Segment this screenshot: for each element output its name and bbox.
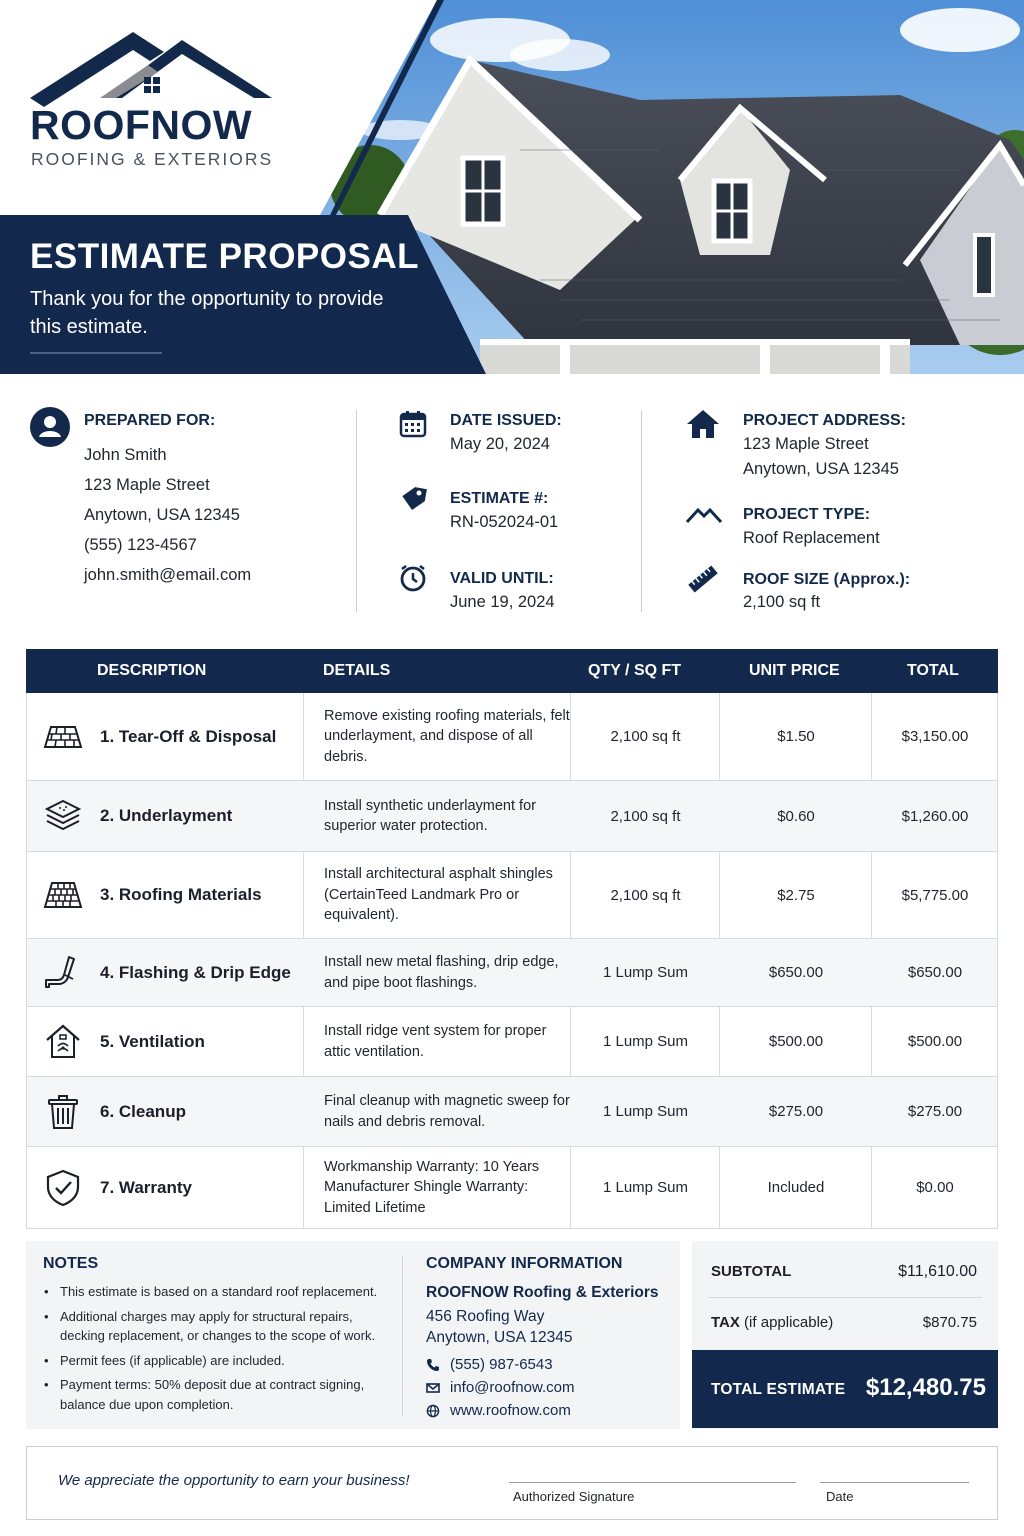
item-unit-price: $500.00 [768, 1033, 824, 1050]
client-name: John Smith [84, 446, 167, 464]
globe-icon [426, 1404, 440, 1418]
column-header: TOTAL [907, 662, 959, 679]
page-subtitle: Thank you for the opportunity to provide this estimate. [30, 288, 384, 338]
clock-icon [398, 563, 428, 593]
table-row [27, 851, 997, 938]
item-description [27, 1147, 304, 1228]
info-divider [356, 410, 357, 612]
tax-row [711, 1314, 977, 1331]
tax-label-bold: TAX [711, 1314, 740, 1331]
company-website[interactable] [426, 1402, 571, 1419]
item-qty: 1 Lump Sum [602, 1103, 689, 1120]
estimate-table [26, 649, 998, 1229]
vent-house-icon [43, 1022, 83, 1062]
project-address-line2: Anytown, USA 12345 [743, 460, 899, 478]
logo-wordmark: ROOFNOW [30, 102, 253, 148]
shingles-icon [43, 875, 83, 915]
item-total: $500.00 [907, 1033, 963, 1050]
item-unit-price: $0.60 [777, 807, 815, 825]
estimate-number-label: ESTIMATE #: [450, 490, 549, 507]
flashing-icon [43, 953, 83, 993]
table-row [27, 1146, 997, 1228]
shingle-grid-icon [43, 717, 83, 757]
item-description [27, 693, 304, 780]
item-qty: 2,100 sq ft [610, 886, 681, 904]
table-row [27, 780, 997, 851]
column-header: QTY / SQ FT [588, 662, 682, 679]
roof-size-value: 2,100 sq ft [743, 593, 821, 611]
item-total: $650.00 [907, 964, 963, 981]
table-body [26, 693, 998, 1229]
item-total: $275.00 [907, 1103, 963, 1120]
table-row [27, 938, 997, 1006]
item-details: Workmanship Warranty: 10 Years Manufacturer Shingle Warranty: Limited Lifetime [324, 1158, 540, 1216]
item-qty: 1 Lump Sum [602, 1179, 689, 1196]
item-name: 1. Tear-Off & Disposal [100, 726, 277, 746]
info-divider [641, 410, 642, 612]
item-details: Remove existing roofing materials, felt underlayment, and dispose of all debris. [324, 707, 570, 765]
user-icon [30, 407, 70, 447]
column-header: DESCRIPTION [97, 662, 207, 679]
client-street: 123 Maple Street [84, 476, 210, 494]
subtotal-value: $11,610.00 [898, 1263, 977, 1280]
date-issued-label: DATE ISSUED: [450, 412, 562, 429]
item-unit-price: Included [767, 1179, 825, 1196]
item-qty: 2,100 sq ft [610, 807, 681, 825]
table-row [27, 1076, 997, 1146]
item-details: Install ridge vent system for proper attic ventilation. [324, 1023, 547, 1060]
header [0, 0, 1024, 374]
client-email: john.smith@email.com [84, 566, 252, 584]
item-description [27, 852, 304, 938]
item-total: $3,150.00 [901, 728, 969, 745]
company-phone[interactable] [426, 1356, 553, 1373]
trash-icon [43, 1092, 83, 1132]
item-name: 5. Ventilation [100, 1031, 205, 1051]
item-details: Final cleanup with magnetic sweep for nails and debris removal. [324, 1093, 570, 1130]
notes-title: NOTES [43, 1255, 99, 1272]
tax-label [711, 1314, 833, 1331]
date-line[interactable] [820, 1482, 969, 1483]
date-label: Date [826, 1489, 854, 1504]
notes-list [43, 1282, 393, 1419]
company-city: Anytown, USA 12345 [426, 1329, 573, 1346]
phone-icon [426, 1358, 440, 1372]
item-name: 3. Roofing Materials [100, 885, 262, 904]
column-header: DETAILS [323, 662, 391, 679]
company-email-text: info@roofnow.com [450, 1379, 575, 1396]
total-estimate-label: TOTAL ESTIMATE [711, 1381, 846, 1398]
total-estimate-box [692, 1350, 998, 1428]
item-description [27, 939, 304, 1006]
prepared-for-label: PREPARED FOR: [84, 412, 216, 429]
note-item: • This estimate is based on a standard roof replacement. [43, 1282, 393, 1302]
note-item: • Additional charges may apply for structural repairs, decking replacement, or changes to the scope of work. [43, 1307, 393, 1346]
company-phone-text: (555) 987-6543 [450, 1356, 553, 1373]
table-row [27, 1006, 997, 1076]
item-unit-price: $650.00 [768, 964, 824, 981]
company-street: 456 Roofing Way [426, 1308, 545, 1325]
totals-divider [708, 1297, 982, 1298]
company-email[interactable] [426, 1379, 574, 1396]
item-name: 4. Flashing & Drip Edge [100, 962, 291, 982]
item-details: Install architectural asphalt shingles (CertainTeed Landmark Pro or equivalent). [324, 866, 553, 924]
item-qty: 1 Lump Sum [602, 964, 689, 981]
item-total: $0.00 [916, 1179, 954, 1196]
item-total: $5,775.00 [901, 886, 969, 904]
signature-label: Authorized Signature [513, 1489, 635, 1504]
table-row [27, 693, 997, 780]
project-address-label: PROJECT ADDRESS: [743, 412, 906, 429]
project-type-value: Roof Replacement [743, 529, 880, 547]
shield-check-icon [43, 1168, 83, 1208]
company-website-text: www.roofnow.com [450, 1402, 571, 1419]
table-header [26, 649, 998, 693]
tax-value: $870.75 [922, 1314, 977, 1331]
item-qty: 1 Lump Sum [602, 1033, 689, 1050]
item-total: $1,260.00 [901, 807, 969, 825]
client-city: Anytown, USA 12345 [84, 506, 240, 524]
subtotal-label: SUBTOTAL [711, 1263, 792, 1280]
date-issued-value: May 20, 2024 [450, 435, 550, 453]
company-name: ROOFNOW Roofing & Exteriors [426, 1284, 659, 1301]
note-item: • Permit fees (if applicable) are included. [43, 1351, 393, 1371]
title-divider [30, 352, 162, 354]
subtotal-row [711, 1263, 977, 1281]
item-qty: 2,100 sq ft [610, 728, 681, 745]
ruler-icon [686, 563, 720, 595]
item-unit-price: $2.75 [777, 886, 815, 904]
home-icon [686, 408, 720, 440]
item-description [27, 1007, 304, 1076]
item-description [27, 1077, 304, 1146]
project-type-label: PROJECT TYPE: [743, 506, 871, 523]
item-name: 7. Warranty [100, 1177, 192, 1197]
panel-divider [402, 1256, 403, 1416]
roof-size-label: ROOF SIZE (Approx.): [743, 571, 911, 588]
client-phone: (555) 123-4567 [84, 536, 197, 554]
item-unit-price: $1.50 [777, 728, 815, 745]
tax-label-note: (if applicable) [739, 1314, 834, 1331]
roof-outline-icon [686, 500, 722, 530]
item-details: Install new metal flashing, drip edge, and pipe boot flashings. [324, 954, 559, 991]
signature-line[interactable] [509, 1482, 796, 1483]
calendar-icon [398, 409, 428, 439]
item-unit-price: $275.00 [768, 1103, 824, 1120]
column-header: UNIT PRICE [749, 662, 840, 679]
mail-icon [426, 1381, 440, 1395]
page-title: ESTIMATE PROPOSAL [30, 237, 419, 276]
item-description [27, 781, 304, 851]
item-details: Install synthetic underlayment for superior water protection. [324, 797, 536, 834]
logo-tagline: ROOFING & EXTERIORS [31, 149, 274, 169]
valid-until-value: June 19, 2024 [450, 593, 555, 611]
total-estimate-value: $12,480.75 [865, 1374, 986, 1401]
tag-icon [398, 484, 428, 514]
company-info-title: COMPANY INFORMATION [426, 1255, 623, 1272]
thank-you-message: We appreciate the opportunity to earn your business! [58, 1472, 410, 1489]
project-address-line1: 123 Maple Street [743, 435, 869, 453]
item-name: 6. Cleanup [100, 1101, 186, 1121]
client-details [84, 440, 251, 590]
layers-icon [43, 796, 83, 836]
valid-until-label: VALID UNTIL: [450, 570, 554, 587]
item-name: 2. Underlayment [100, 806, 233, 825]
estimate-number-value: RN-052024-01 [450, 513, 559, 531]
note-item: • Payment terms: 50% deposit due at contract signing, balance due upon completion. [43, 1375, 393, 1414]
